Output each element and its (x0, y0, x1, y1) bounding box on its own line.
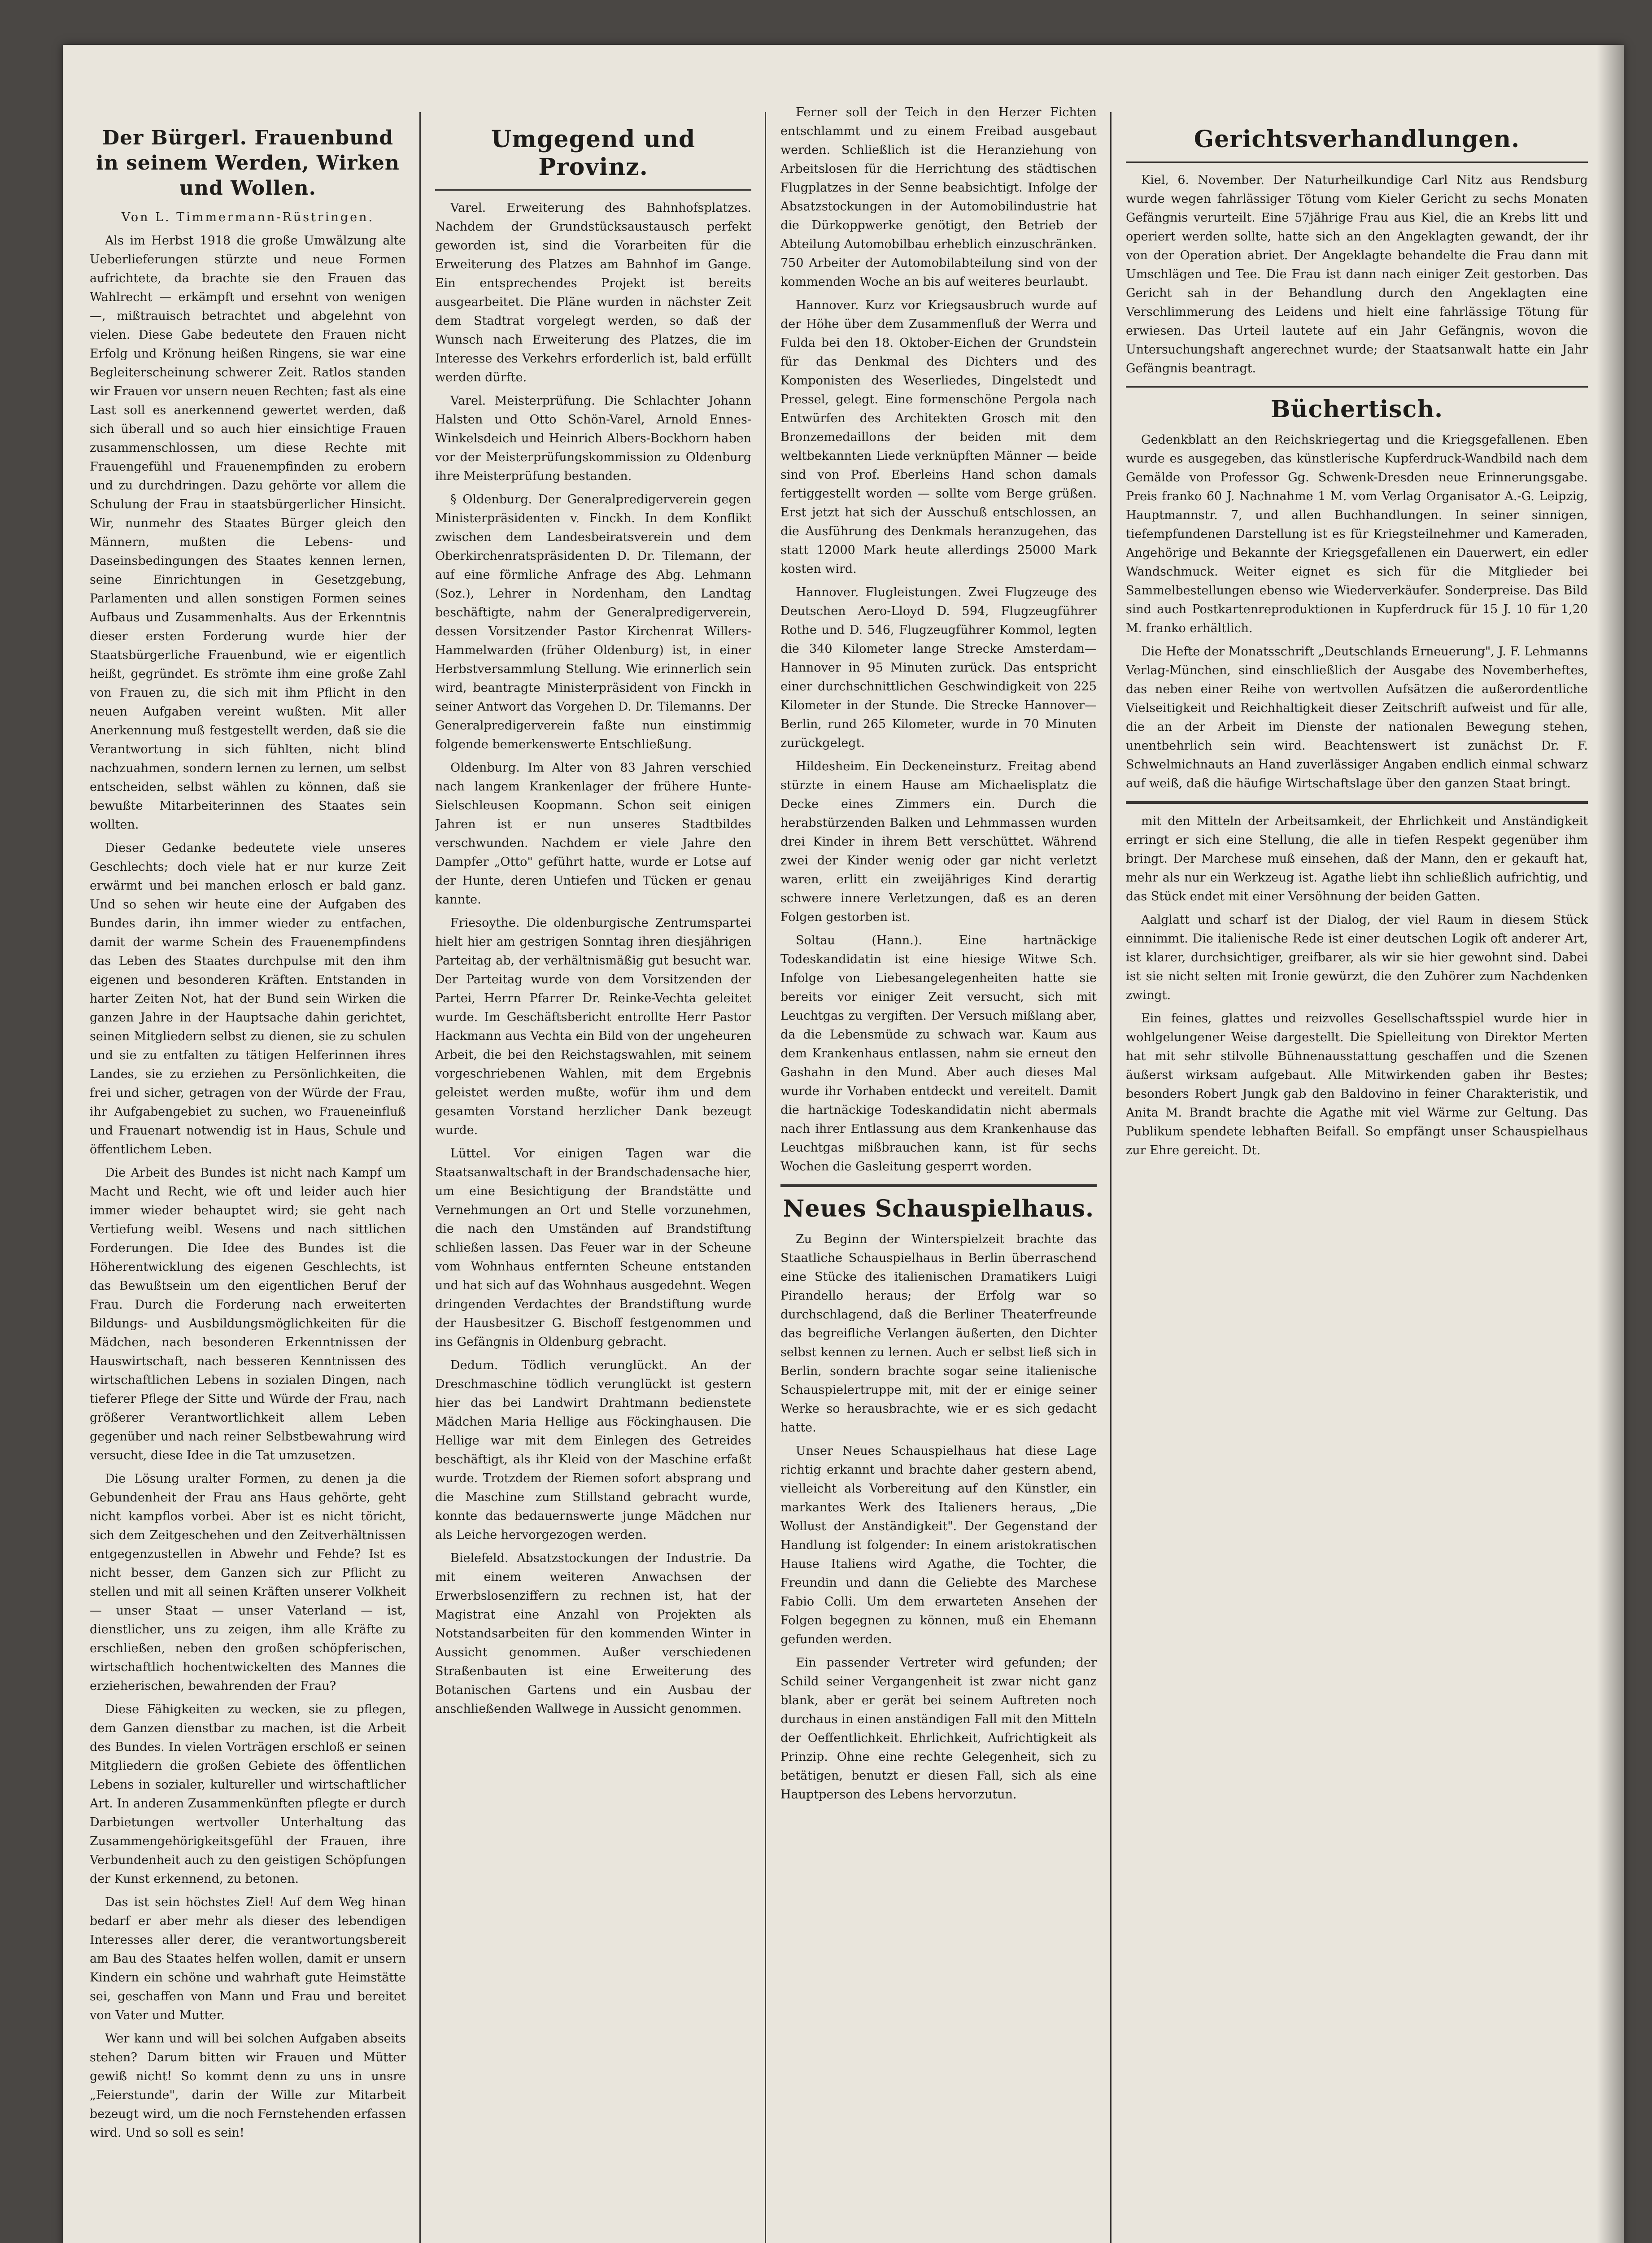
section-rule (435, 189, 751, 191)
paragraph: Hannover. Flugleistungen. Zwei Flugzeuge des Deutschen Aero-Lloyd D. 594, Flugzeugführer Rothe und D. 546, Flugzeugführer Kommol, legten die 340 Kilometer lange Strecke Amsterdam—Hannover in 95 Minuten zurück. Das entspricht einer durchschnittlichen Geschwindigkeit von 225 Kilometer in der Stunde. Die Strecke Hannover—Berlin, rund 265 Kilometer, wurde in 70 Minuten zurückgelegt. (780, 585, 1097, 750)
paragraph: Bielefeld. Absatzstockungen der Industrie. Da mit einem weiteren Anwachsen der Erwerbslosenziffern zu rechnen ist, hat der Magistrat eine Anzahl von Projekten als Notstandsarbeiten für den kommenden Winter in Aussicht genommen. Außer verschiedenen Straßenbauten ist eine Erweiterung des Botanischen Gartens und ein Ausbau der anschließenden Wallwege in Aussicht genommen. (435, 1551, 751, 1716)
section-title-umgegend: Umgegend und Provinz. (491, 126, 696, 181)
paragraph: Die Hefte der Monatsschrift „Deutschlands Erneuerung", J. F. Lehmanns Verlag-München, sind einschließlich der Ausgabe des Novemberheftes, das neben einer Reihe von wertvollen Aufsätzen die außerordentliche Vielseitigkeit und Reichhaltigkeit dieser Zeitschrift aufweist und für alle, die an der Arbeit im Dienste der nationalen Bewegung stehen, unentbehrlich sein wird. Beachtenswert ist zunächst Dr. F. Schwelmichnauts an Hand zuverlässiger Angaben endlich einmal schwarz auf weiß, daß die häufige Wirtschaftslage über den ganzen Staat bringt. (1126, 645, 1588, 790)
paragraph: § Oldenburg. Der Generalpredigerverein gegen Ministerpräsidenten v. Finckh. In dem Konflikt zwischen dem Landesbeiratsverein und dem Oberkirchenratspräsidenten D. Dr. Tilemann, der auf eine förmliche Anfrage des Abg. Lehmann (Soz.), Lehrer in Nordenham, den Landtag beschäftigte, nahm der Generalpredigerverein, dessen Vorsitzender Pastor Kirchenrat Willers-Hammelwarden (früher Oldenburg) ist, in einer Herbstversammlung Stellung. Wie erinnerlich sein wird, beantragte Ministerpräsident von Finckh in seiner Antwort das Vorgehen D. Dr. Tilemanns. Der Generalpredigerverein faßte nun einstimmig folgende bemerkenswerte Entschließung. (435, 493, 751, 751)
column-divider (1110, 112, 1112, 2243)
page-fold-shadow (1597, 45, 1624, 2243)
paragraph: Das ist sein höchstes Ziel! Auf dem Weg hinan bedarf er aber mehr als dieser des lebendigen Interesses aller derer, die verantwortungsbereit am Bau des Staates helfen wollen, damit er unsern Kindern ein schöne und wahrhaft gute Heimstätte sei, geschaffen von Mann und Frau und bereitet von Vater und Mutter. (90, 1895, 406, 2022)
paragraph: Kiel, 6. November. Der Naturheilkundige Carl Nitz aus Rendsburg wurde wegen fahrlässiger Tötung vom Kieler Gericht zu sechs Monaten Gefängnis verurteilt. Eine 57jährige Frau aus Kiel, die an Krebs litt und operiert werden sollte, hatte sich an den Angeklagten gewandt, der ihr von der Operation abriet. Der Angeklagte behandelte die Frau dann mit Umschlägen und Tee. Die Frau ist dann nach einiger Zeit gestorben. Das Gericht sah in der Behandlung durch den Angeklagten eine Verschlimmerung des Leidens und hielt eine fahrlässige Tötung für erwiesen. Das Urteil lautete auf ein Jahr Gefängnis, wovon die Untersuchungshaft angerechnet wurde; der Staatsanwalt hatte ein Jahr Gefängnis beantragt. (1126, 173, 1588, 375)
column-1 (90, 121, 406, 2243)
paragraph: Friesoythe. Die oldenburgische Zentrumspartei hielt hier am gestrigen Sonntag ihren diesjährigen Parteitag ab, der verhältnismäßig gut besucht war. Der Parteitag wurde von dem Vorsitzenden der Partei, Herrn Pfarrer Dr. Reinke-Vechta geleitet wurde. Im Geschäftsbericht entrollte Herr Pastor Hackmann aus Vechta ein Bild von der ungeheuren Arbeit, die bei den Reichstagswahlen, mit seinem vorgeschriebenen Wahlen, mit dem Ergebnis geleistet werden mußte, wofür ihm und dem gesamten Vorstand herzlicher Dank bezeugt wurde. (435, 916, 751, 1137)
paragraph: Unser Neues Schauspielhaus hat diese Lage richtig erkannt und brachte daher gestern abend, vielleicht als Vorbereitung auf den Künstler, ein markantes Werk des Italieners heraus, „Die Wollust der Anständigkeit". Der Gegenstand der Handlung ist folgender: In einem aristokratischen Hause Italiens wird Agathe, die Tochter, die Freundin und dann die Geliebte des Marchese Fabio Colli. Um dem erwarteten Ansehen der Folgen begegnen zu können, muß ein Ehemann gefunden werden. (780, 1444, 1097, 1646)
article-byline: Von L. Timmermann-Rüstringen. (121, 210, 375, 224)
section-rule (1126, 386, 1588, 388)
paragraph: Hildesheim. Ein Deckeneinsturz. Freitag abend stürzte in einem Hause am Michaelisplatz die Decke eines Zimmers ein. Durch die herabstürzenden Balken und Lehmmassen wurden drei Kinder in ihrem Bett verschüttet. Während zwei der Kinder wenig oder gar nicht verletzt waren, erlitt ein zweijähriges Kind derartig schwere innere Verletzungen, daß es an deren Folgen gestorben ist. (780, 759, 1097, 924)
paragraph: Soltau (Hann.). Eine hartnäckige Todeskandidatin ist eine hiesige Witwe Sch. Infolge von Liebesangelegenheiten hatte sie bereits vor einiger Zeit versucht, sich mit Leuchtgas zu vergiften. Der Versuch mißlang aber, da die Lebensmüde zu schwach war. Kaum aus dem Krankenhaus entlassen, nahm sie erneut den Gashahn in den Mund. Aber auch dieses Mal wurde ihr Vorhaben entdeckt und vereitelt. Damit die hartnäckige Todeskandidatin nicht abermals nach ihrer Entlassung aus dem Krankenhause das Leuchtgas mißbrauchen kann, ist für sechs Wochen die Gasleitung gesperrt worden. (780, 934, 1097, 1174)
column-divider (419, 112, 421, 2243)
paragraph: Zu Beginn der Winterspielzeit brachte das Staatliche Schauspielhaus in Berlin überraschend eine Stücke des italienischen Dramatikers Luigi Pirandello heraus; der Erfolg war so durchschlagend, daß die Berliner Theaterfreunde das begreifliche Verlangen äußerten, den Dichter selbst kennen zu lernen. Auch er selbst ließ sich in Berlin, sondern brachte sogar seine italienische Schauspielertruppe mit, mit der er einige seiner Werke so herausbrachte, wie er es sich gedacht hatte. (780, 1232, 1097, 1435)
section-rule (780, 1184, 1097, 1187)
article-title-frauenbund: Der Bürgerl. Frauenbund in seinem Werden, Wirken und Wollen. (96, 127, 400, 200)
paragraph: Gedenkblatt an den Reichskriegertag und die Kriegsgefallenen. Eben wurde es ausgegeben, das künstlerische Kupferdruck-Wandbild nach dem Gemälde von Professor Gg. Schwenk-Dresden neue Erinnerungsgabe. Preis franko 60 J. Nachnahme 1 M. vom Verlag Organisator A.-G. Leipzig, Hauptmannstr. 7, und allen Buchhandlungen. In seiner sinnigen, tiefempfundenen Darstellung ist es für Kriegsteilnehmer und Kameraden, Angehörige und Bekannte der Kriegsgefallenen ein Dauerwert, ein edler Wandschmuck. Weiter eignet es sich für die Mitglieder bei Sammelbestellungen ebenso wie Wiederverkäufer. Sonderpreise. Das Bild sind auch Postkartenreproduktionen in Kupferdruck für 15 J. 10 für 1,20 M. franko erhältlich. (1126, 433, 1588, 635)
newspaper-page (63, 45, 1624, 2243)
section-title-buechertisch: Büchertisch. (1270, 396, 1443, 423)
column-3 (780, 103, 1097, 2243)
paragraph: Ferner soll der Teich in den Herzer Fichten entschlammt und zu einem Freibad ausgebaut werden. Schließlich ist die Heranziehung von Arbeitslosen für die Herrichtung des städtischen Flugplatzes in der Senne beabsichtigt. Infolge der Absatzstockungen in der Automobilindustrie hat die Dürkoppwerke genötigt, den Betrieb der Abteilung Automobilbau erheblich einzuschränken. 750 Arbeiter der Automobilabteilung sind von der kommenden Woche an bis auf weiteres beurlaubt. (780, 105, 1097, 289)
paragraph: Ein passender Vertreter wird gefunden; der Schild seiner Vergangenheit ist zwar nicht ganz blank, aber er gerät bei seinem Auftreten noch durchaus in einen anständigen Fall mit den Mitteln der Oeffentlichkeit. Ehrlichkeit, Aufrichtigkeit als Prinzip. Ohne eine rechte Gelegenheit, sich zu betätigen, benutzt er diesen Fall, sich als eine Hauptperson des Lebens hervorzutun. (780, 1656, 1097, 1802)
paragraph: Hannover. Kurz vor Kriegsausbruch wurde auf der Höhe über dem Zusammenfluß der Werra und Fulda bei den 18. Oktober-Eichen der Grundstein für das Denkmal des Dichters und des Komponisten des Weserliedes, Dingelstedt und Pressel, gelegt. Eine formenschöne Pergola nach Entwürfen des Architekten Grosch mit den Bronzemedaillons der beiden mit dem weltbekannten Liede verknüpften Männer — beide sind von Prof. Eberleins Hand schon damals fertiggestellt worden — sollte vom Berge grüßen. Erst jetzt hat sich der Ausschuß entschlossen, an die Ausführung des Denkmals heranzugehen, das statt 12000 Mark heute allerdings 25000 Mark kosten wird. (780, 298, 1097, 576)
paragraph: Aalglatt und scharf ist der Dialog, der viel Raum in diesem Stück einnimmt. Die italienische Rede ist einer deutschen Logik oft anderer Art, ist klarer, durchsichtiger, greifbarer, als wir sie hier gewohnt sind. Dabei ist sie nicht selten mit Ironie gewürzt, die den Zuhörer zum Nachdenken zwingt. (1126, 913, 1588, 1002)
paragraph: Dieser Gedanke bedeutete viele unseres Geschlechts; doch viele hat er nur kurze Zeit erwärmt und bei manchen erlosch er bald ganz. Und so sehen wir heute eine der Aufgaben des Bundes darin, ihn immer wieder zu entfachen, damit der warme Schein des Frauenempfindens das Leben des Staates durchpulse mit den ihm eigenen und besonderen Kräften. Entstanden in harter Zeiten Not, hat der Bund sein Wirken die ganzen Jahre in der Hauptsache dahin gerichtet, seinen Mitgliedern selbst zu dienen, sie zu schulen und sie zu entfalten zu tätigen Helferinnen ihres Landes, sie zu erziehen zu Persönlichkeiten, die frei und sicher, getragen von der Würde der Frau, ihr Aufgabengebiet zu suchen, wo Fraueneinfluß und Frauenart notwendig ist in Haus, Schule und öffentlichem Leben. (90, 841, 406, 1156)
paragraph: Varel. Meisterprüfung. Die Schlachter Johann Halsten und Otto Schön-Varel, Arnold Ennes-Winkelsdeich und Heinrich Albers-Bockhorn haben vor der Meisterprüfungskommission zu Oldenburg ihre Meisterprüfung bestanden. (435, 394, 751, 483)
paragraph: Varel. Erweiterung des Bahnhofsplatzes. Nachdem der Grundstücksaustausch perfekt geworden ist, sind die Vorarbeiten für die Erweiterung des Platzes am Bahnhof im Gange. Ein entsprechendes Projekt ist bereits ausgearbeitet. Die Pläne wurden in nächster Zeit dem Stadtrat vorgelegt werden, so daß der Wunsch nach Erweiterung des Platzes, die im Interesse des Verkehrs erforderlich ist, bald erfüllt werden dürfte. (435, 201, 751, 384)
paragraph: Wer kann und will bei solchen Aufgaben abseits stehen? Darum bitten wir Frauen und Mütter gewiß nicht! So kommt denn zu uns in unsre „Feierstunde", darin der Wille zur Mitarbeit bezeugt wird, um die noch Fernstehenden erfassen wird. Und so soll es sein! (90, 2032, 406, 2140)
column-4 (1126, 121, 1588, 2243)
section-title-schauspielhaus: Neues Schauspielhaus. (783, 1195, 1094, 1222)
column-divider (765, 112, 766, 2243)
section-rule (1126, 801, 1588, 804)
paragraph: Diese Fähigkeiten zu wecken, sie zu pflegen, dem Ganzen dienstbar zu machen, ist die Arbeit des Bundes. In vielen Vorträgen erschloß er seinen Mitgliedern die großen Gebiete des öffentlichen Lebens in sozialer, kultureller und wirtschaftlicher Art. In anderen Zusammenkünften pflegte er durch Darbietungen wertvoller Unterhaltung das Zusammengehörigkeitsgefühl der Frauen, ihre Verbundenheit auch zu den geistigen Schöpfungen der Kunst erkennend, zu betonen. (90, 1702, 406, 1886)
section-rule (1126, 161, 1588, 163)
column-2 (435, 121, 751, 2243)
paragraph: Ein feines, glattes und reizvolles Gesellschaftsspiel wurde hier in wohlgelungener Weise dargestellt. Die Spielleitung von Direktor Merten hat mit sehr stilvolle Bühnenausstattung geschaffen und die Szenen äußerst wirksam aufgebaut. Alle Mitwirkenden gaben ihr Bestes; besonders Robert Jungk gab den Baldovino in feiner Charakteristik, und Anita M. Brandt brachte die Agathe mit viel Wärme zur Geltung. Das Publikum spendete lebhaften Beifall. So empfängt unser Schauspielhaus zur Ehre gereicht. Dt. (1126, 1012, 1588, 1157)
paragraph: Die Lösung uralter Formen, zu denen ja die Gebundenheit der Frau ans Haus gehörte, geht nicht kampflos vorbei. Aber ist es nicht töricht, sich dem Zeitgeschehen und den Zeitverhältnissen entgegenzustellen in Abwehr und Fehde? Ist es nicht besser, dem Ganzen sich zur Pflicht zu stellen und mit all seinen Kräften unserer Volkheit — unser Staat — unser Vaterland — ist, dienstlicher, uns zu zeigen, ihm alle Kräfte zu erschließen, neben den großen schöpferischen, wirtschaftlich hochentwickelten des Mannes die erzieherischen, bewahrenden der Frau? (90, 1472, 406, 1693)
paragraph: Lüttel. Vor einigen Tagen war die Staatsanwaltschaft in der Brandschadensache hier, um eine Besichtigung der Brandstätte und Vernehmungen an Ort und Stelle vorzunehmen, die nach den Umständen auf Brandstiftung schließen lassen. Das Feuer war in der Scheune vom Wohnhaus entfernten Scheune entstanden und hat sich auf das Wohnhaus ausgedehnt. Wegen dringenden Verdachtes der Brandstiftung wurde der Hausbesitzer G. Bischoff festgenommen und ins Gefängnis in Oldenburg gebracht. (435, 1147, 751, 1349)
paragraph: Die Arbeit des Bundes ist nicht nach Kampf um Macht und Recht, wie oft und leider auch hier immer wieder behauptet wird; sie geht nach Vertiefung weibl. Wesens und nach sittlichen Forderungen. Die Idee des Bundes ist die Höherentwicklung des eigenen Geschlechts, ist das Bewußtsein um den eigentlichen Beruf der Frau. Durch die Forderung nach erweiterten Bildungs- und Ausbildungsmöglichkeiten für die Mädchen, nach besonderen Erkenntnissen der Hauswirtschaft, nach besseren Kenntnissen des wirtschaftlichen Lebens in sozialen Dingen, nach tieferer Pflege der Sitte und Würde der Frau, nach größerer Verantwortlichkeit allem Leben gegenüber und nach reiner Selbstbewahrung wird versucht, diese Idee in die Tat umzusetzen. (90, 1166, 406, 1462)
paragraph: Als im Herbst 1918 die große Umwälzung alte Ueberlieferungen stürzte und neue Formen aufrichtete, da brachte sie den Frauen das Wahlrecht — erkämpft und ersehnt von wenigen —, mißtrauisch betrachtet und abgelehnt von vielen. Diese Gabe bedeutete den Frauen nicht Erfolg und Krönung heißen Ringens, sie war eine Begleiterscheinung schwerer Zeit. Ratlos standen wir Frauen vor unsern neuen Rechten; fast als eine Last soll es anerkennend gewertet werden, daß sich überall und so auch hier einsichtige Frauen zusammenschlossen, um diese Rechte mit Frauengefühl und Frauenempfinden zu erobern und zu durchdringen. Dazu gehörte vor allem die Schulung der Frau in staatsbürgerlicher Hinsicht. Wir, nunmehr des Staates Bürger gleich den Männern, mußten die Lebens- und Daseinsbedingungen des Staates kennen lernen, seine Einrichtungen in Gesetzgebung, Parlamenten und allen sonstigen Formen seines Aufbaus und Zusammenhalts. Aus der Erkenntnis dieser ersten Forderung wurde hier der Staatsbürgerliche Frauenbund, wie er eigentlich heißt, gegründet. Es strömte ihm eine große Zahl von Frauen zu, die sich mit ihm Pflicht in den neuen Aufgaben vereint wußten. Mit aller Anerkennung muß festgestellt werden, daß sie die Verantwortung in sich fühlten, nicht blind nachzuahmen, sondern lernen zu lernen, um selbst entscheiden, selbst wählen zu können, daß sie bewußte Mitarbeiterinnen des Staates sein wollten. (90, 234, 406, 832)
paragraph: Dedum. Tödlich verunglückt. An der Dreschmaschine tödlich verunglückt ist gestern hier das bei Landwirt Drahtmann bedienstete Mädchen Maria Hellige aus Föckinghausen. Die Hellige war mit dem Einlegen des Getreides beschäftigt, als ihr Kleid von der Maschine erfaßt wurde. Trotzdem der Riemen sofort absprang und die Maschine zum Stillstand gebracht wurde, konnte das bedauernswerte junge Mädchen nur als Leiche hervorgezogen werden. (435, 1358, 751, 1542)
section-title-gericht: Gerichtsverhandlungen. (1194, 126, 1520, 153)
paragraph: Oldenburg. Im Alter von 83 Jahren verschied nach langem Krankenlager der frühere Hunte-Sielschleusen Koopmann. Schon seit einigen Jahren ist er nun unseres Stadtbildes verschwunden. Nachdem er viele Jahre den Dampfer „Otto" geführt hatte, wurde er Lotse auf der Hunte, deren Untiefen und Tücken er genau kannte. (435, 761, 751, 907)
paragraph: mit den Mitteln der Arbeitsamkeit, der Ehrlichkeit und Anständigkeit erringt er sich eine Stellung, die alle in tiefen Respekt gegenüber ihm bringt. Der Marchese muß einsehen, daß der Mann, den er gekauft hat, mehr als nur ein Werkzeug ist. Agathe liebt ihn schließlich aufrichtig, und das Stück endet mit einer Versöhnung der beiden Gatten. (1126, 814, 1588, 903)
